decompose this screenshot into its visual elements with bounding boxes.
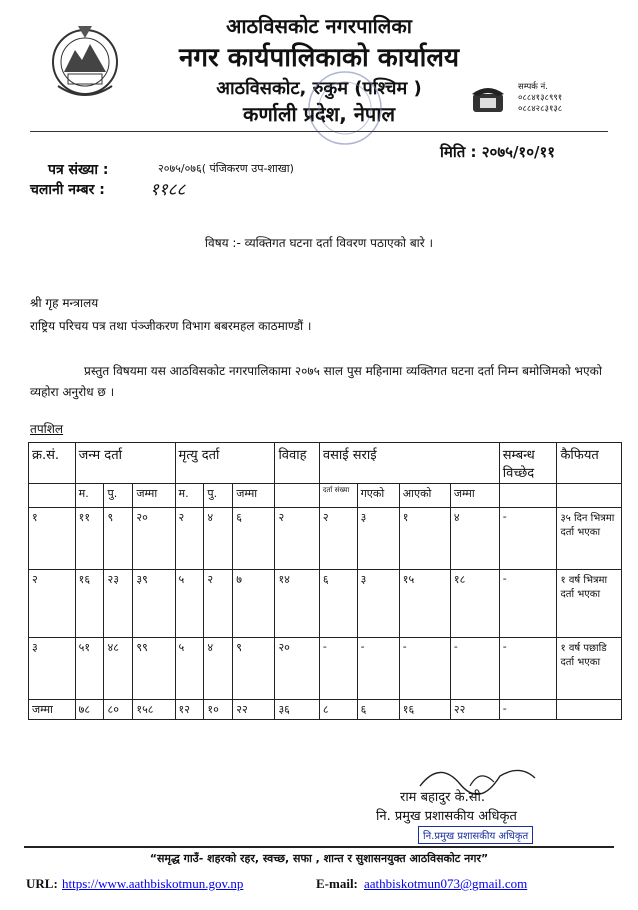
- cell-sn: ३: [29, 638, 76, 700]
- cell-migration-registration: -: [319, 638, 357, 700]
- subheader-empty: [29, 484, 76, 508]
- cell-marriage: २०: [275, 638, 319, 700]
- cell-death-m: ५: [175, 638, 204, 700]
- header-divider: [30, 131, 608, 132]
- cell-birth-p: ४८: [104, 638, 133, 700]
- cell-migration-came: १५: [399, 570, 450, 638]
- header-remarks: कैफियत: [557, 443, 622, 484]
- cell-death-m: २: [175, 508, 204, 570]
- cell-remark: [557, 700, 622, 720]
- cell-sn: १: [29, 508, 76, 570]
- subheader-came: आएको: [399, 484, 450, 508]
- cell-migration-gone: -: [357, 638, 399, 700]
- cell-migration-registration: २: [319, 508, 357, 570]
- subheader-death-p: पु.: [204, 484, 233, 508]
- cell-birth-total: ३९: [133, 570, 175, 638]
- table-total-row: [29, 700, 622, 720]
- recipient-line-2: राष्ट्रिय परिचय पत्र तथा पंञ्जीकरण विभाग बबरमहल काठमाण्डौं ।: [30, 319, 312, 333]
- cell-birth-m: १६: [75, 570, 104, 638]
- cell-birth-p: ८०: [104, 700, 133, 720]
- cell-migration-total: २२: [450, 700, 499, 720]
- cell-migration-registration: ८: [319, 700, 357, 720]
- cell-death-m: १२: [175, 700, 204, 720]
- cell-death-total: ६: [233, 508, 275, 570]
- cell-migration-registration: ६: [319, 570, 357, 638]
- cell-divorce: -: [499, 508, 557, 570]
- cell-birth-m: ५१: [75, 638, 104, 700]
- cell-migration-total: १८: [450, 570, 499, 638]
- table-row: [29, 508, 622, 570]
- subheader-birth-m: म.: [75, 484, 104, 508]
- header-marriage: विवाह: [275, 443, 319, 484]
- cell-migration-gone: ३: [357, 570, 399, 638]
- cell-migration-came: -: [399, 638, 450, 700]
- header-death: मृत्यु दर्ता: [175, 443, 275, 484]
- cell-birth-total: १५८: [133, 700, 175, 720]
- tapsil-heading: तपशिल: [30, 422, 64, 436]
- cell-birth-total: ९९: [133, 638, 175, 700]
- subheader-birth-p: पु.: [104, 484, 133, 508]
- table-row: [29, 638, 622, 700]
- cell-remark: ३५ दिन भित्रमा दर्ता भएका: [557, 508, 622, 570]
- cell-remark: १ वर्ष पछाडि दर्ता भएका: [557, 638, 622, 700]
- body-paragraph: प्रस्तुत विषयमा यस आठविसकोट नगरपालिकामा २०७५ साल पुस महिनामा व्यक्तिगत घटना दर्ता निम्न बमोजिमको भएको व्यहोरा अनुरोध छ ।: [30, 364, 602, 399]
- cell-migration-total: ४: [450, 508, 499, 570]
- cell-birth-p: ९: [104, 508, 133, 570]
- subheader-death-m: म.: [175, 484, 204, 508]
- event-registration-table: [28, 442, 622, 720]
- cell-death-p: १०: [204, 700, 233, 720]
- office-address: आठविसकोट, रुकुम (पश्चिम ): [216, 78, 422, 99]
- header-divorce: सम्बन्ध विच्छेद: [499, 443, 557, 484]
- cell-sn: २: [29, 570, 76, 638]
- cell-death-p: ४: [204, 638, 233, 700]
- chalani-label: चलानी नम्बर :: [30, 182, 105, 198]
- subheader-empty: [499, 484, 557, 508]
- contact-phone-1: ०८८४१३८९९१: [518, 93, 563, 103]
- cell-birth-total: २०: [133, 508, 175, 570]
- cell-death-total: ७: [233, 570, 275, 638]
- patra-value: २०७५/०७६( पंजिकरण उप-शाखा): [158, 162, 294, 175]
- header-migration: वसाई सराई: [319, 443, 499, 484]
- header-birth: जन्म दर्ता: [75, 443, 175, 484]
- table-row: [29, 570, 622, 638]
- footer-divider: [24, 846, 614, 848]
- date-value: २०७५/१०/११: [481, 143, 556, 161]
- signatory-name: राम बहादुर के.सी.: [400, 790, 486, 805]
- subheader-birth-total: जम्मा: [133, 484, 175, 508]
- municipality-name: आठविसकोट नगरपालिका: [226, 14, 412, 38]
- cell-birth-p: २३: [104, 570, 133, 638]
- handwritten-signature: [0, 756, 638, 836]
- cell-death-p: ४: [204, 508, 233, 570]
- recipient-line-1: श्री गृह मन्त्रालय: [30, 296, 99, 310]
- website-link[interactable]: https://www.aathbiskotmun.gov.np: [62, 876, 244, 891]
- cell-marriage: ३६: [275, 700, 319, 720]
- cell-migration-gone: ३: [357, 508, 399, 570]
- cell-death-total: २२: [233, 700, 275, 720]
- office-name: नगर कार्यपालिकाको कार्यालय: [178, 43, 460, 73]
- subheader-registration: दर्ता संख्या: [319, 484, 357, 508]
- cell-marriage: २: [275, 508, 319, 570]
- subject-line: विषय :- व्यक्तिगत घटना दर्ता विवरण पठाएको बारे ।: [204, 236, 434, 250]
- cell-migration-gone: ६: [357, 700, 399, 720]
- cell-death-total: ९: [233, 638, 275, 700]
- contact-phone-2: ०८८४२८३१३८: [518, 104, 563, 114]
- signatory-stamp: नि.प्रमुख प्रशासकीय अधिकृत: [418, 826, 533, 844]
- telephone-icon: [470, 84, 506, 114]
- date-line: [440, 142, 555, 162]
- subheader-migration-total: जम्मा: [450, 484, 499, 508]
- footer-slogan: “समृद्ध गाउँ- शहरको रहर, स्वच्छ, सफा , शान्त र सुशासनयुक्त आठविसकोट नगर”: [149, 852, 489, 865]
- header-sn: क्र.सं.: [29, 443, 76, 484]
- subheader-gone: गएको: [357, 484, 399, 508]
- cell-birth-m: ११: [75, 508, 104, 570]
- cell-remark: १ वर्ष भित्रमा दर्ता भएका: [557, 570, 622, 638]
- subheader-death-total: जम्मा: [233, 484, 275, 508]
- cell-migration-total: -: [450, 638, 499, 700]
- cell-marriage: १४: [275, 570, 319, 638]
- date-label: मिति :: [440, 143, 477, 161]
- patra-label: पत्र संख्या :: [48, 162, 109, 178]
- cell-divorce: -: [499, 700, 557, 720]
- email-label: E-mail:: [316, 876, 358, 891]
- office-province: कर्णाली प्रदेश, नेपाल: [242, 102, 396, 126]
- cell-death-p: २: [204, 570, 233, 638]
- signatory-title: नि. प्रमुख प्रशासकीय अधिकृत: [376, 809, 517, 824]
- cell-divorce: -: [499, 570, 557, 638]
- subheader-empty: [275, 484, 319, 508]
- cell-birth-m: ७८: [75, 700, 104, 720]
- cell-migration-came: १: [399, 508, 450, 570]
- cell-divorce: -: [499, 638, 557, 700]
- cell-death-m: ५: [175, 570, 204, 638]
- subheader-empty: [557, 484, 622, 508]
- url-label: URL:: [26, 876, 58, 891]
- contact-block: [518, 82, 562, 115]
- cell-total-label: जम्मा: [29, 700, 76, 720]
- cell-migration-came: १६: [399, 700, 450, 720]
- chalani-value: ११८८: [150, 180, 186, 200]
- email-link[interactable]: aathbiskotmun073@gmail.com: [364, 876, 528, 891]
- contact-label: सम्पर्क नं.: [518, 82, 548, 92]
- office-round-stamp: [305, 68, 385, 148]
